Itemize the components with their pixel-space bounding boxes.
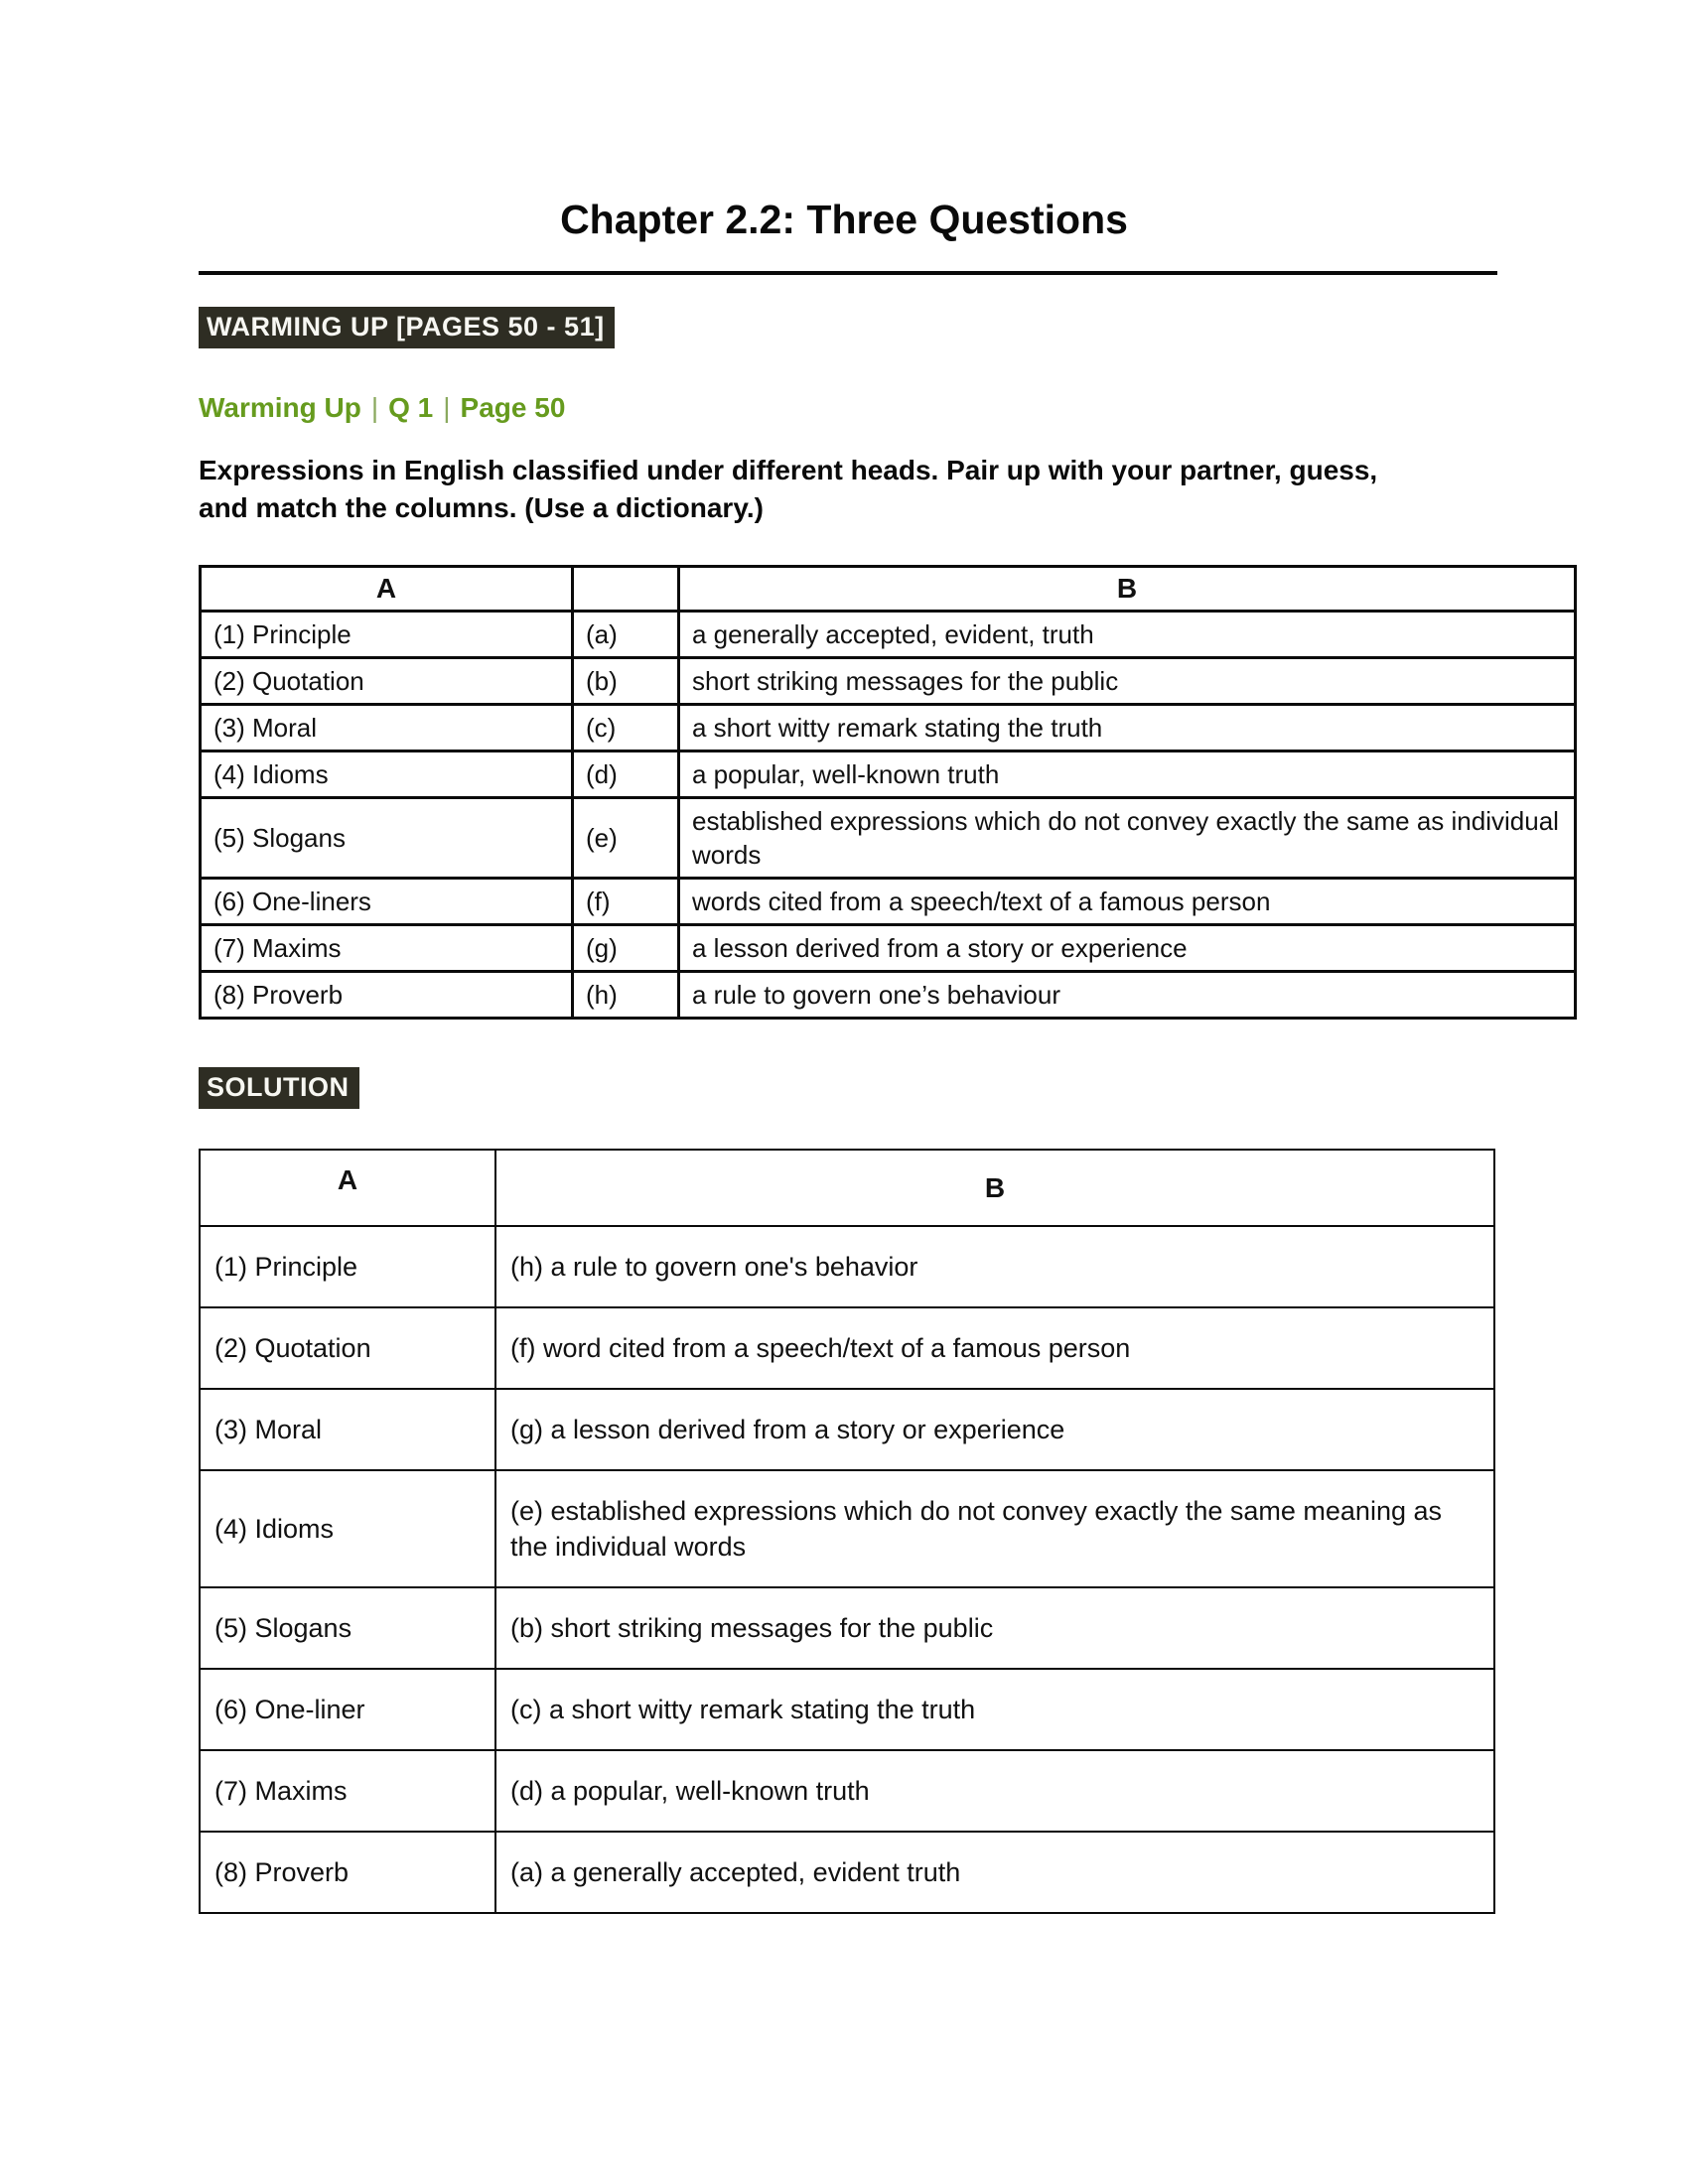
column-header-b: B [495,1150,1494,1226]
table-row [201,612,1576,658]
cell-b: (d) a popular, well-known truth [495,1750,1494,1832]
cell-a: (3) Moral [201,705,573,751]
cell-b: (a) a generally accepted, evident truth [495,1832,1494,1913]
cell-b: a short witty remark stating the truth [679,705,1576,751]
cell-key: (d) [573,751,679,798]
cell-a: (1) Principle [201,612,573,658]
cell-b: (h) a rule to govern one's behavior [495,1226,1494,1307]
table-row [201,751,1576,798]
breadcrumb-question-number: Q 1 [388,392,434,423]
cell-a: (2) Quotation [200,1307,495,1389]
column-header-a: A [201,567,573,612]
table-row [201,972,1576,1019]
cell-b: (b) short striking messages for the public [495,1587,1494,1669]
table-row [201,658,1576,705]
solution-match-table [199,1149,1495,1914]
cell-b: a popular, well-known truth [679,751,1576,798]
cell-a: (8) Proverb [201,972,573,1019]
table-row [200,1750,1494,1832]
table-row [201,879,1576,925]
cell-b: established expressions which do not convey exactly the same as individual words [679,798,1576,879]
cell-b: a rule to govern one’s behaviour [679,972,1576,1019]
table-row [200,1389,1494,1470]
table-row [201,705,1576,751]
warming-up-section-banner: WARMING UP [PAGES 50 - 51] [199,307,615,348]
cell-b: a lesson derived from a story or experience [679,925,1576,972]
breadcrumb [199,392,1589,424]
solution-section-banner: SOLUTION [199,1067,359,1109]
table-row [200,1226,1494,1307]
cell-b: short striking messages for the public [679,658,1576,705]
cell-b: words cited from a speech/text of a famous person [679,879,1576,925]
cell-b: (e) established expressions which do not convey exactly the same meaning as the individual words [495,1470,1494,1587]
breadcrumb-separator: | [443,392,451,423]
cell-a: (4) Idioms [201,751,573,798]
table-row [200,1587,1494,1669]
page-title: Chapter 2.2: Three Questions [560,197,1128,242]
column-header-b: B [679,567,1576,612]
column-header-a: A [200,1150,495,1226]
table-row [201,925,1576,972]
page-content [199,275,1589,1914]
cell-a: (6) One-liners [201,879,573,925]
breadcrumb-page-number: Page 50 [460,392,566,423]
cell-key: (a) [573,612,679,658]
cell-a: (4) Idioms [200,1470,495,1587]
cell-key: (f) [573,879,679,925]
table-row [200,1669,1494,1750]
cell-a: (5) Slogans [201,798,573,879]
cell-key: (c) [573,705,679,751]
cell-a: (2) Quotation [201,658,573,705]
cell-b: (c) a short witty remark stating the truth [495,1669,1494,1750]
cell-a: (3) Moral [200,1389,495,1470]
cell-b: (g) a lesson derived from a story or experience [495,1389,1494,1470]
table-row [200,1470,1494,1587]
cell-a: (6) One-liner [200,1669,495,1750]
cell-key: (g) [573,925,679,972]
breadcrumb-exercise: Warming Up [199,392,361,423]
cell-b: a generally accepted, evident, truth [679,612,1576,658]
breadcrumb-separator: | [370,392,379,423]
cell-a: (7) Maxims [201,925,573,972]
column-header-key [573,567,679,612]
question-statement: Expressions in English classified under different heads. Pair up with your partner, guess, and match the columns. (Use a dictionary.) [199,455,1378,523]
cell-a: (8) Proverb [200,1832,495,1913]
table-row [200,1832,1494,1913]
cell-key: (e) [573,798,679,879]
table-header-row [200,1150,1494,1226]
cell-key: (b) [573,658,679,705]
cell-a: (1) Principle [200,1226,495,1307]
table-row [200,1307,1494,1389]
question-match-table [199,565,1577,1020]
cell-key: (h) [573,972,679,1019]
cell-a: (7) Maxims [200,1750,495,1832]
cell-b: (f) word cited from a speech/text of a famous person [495,1307,1494,1389]
table-row [201,798,1576,879]
table-header-row [201,567,1576,612]
cell-a: (5) Slogans [200,1587,495,1669]
